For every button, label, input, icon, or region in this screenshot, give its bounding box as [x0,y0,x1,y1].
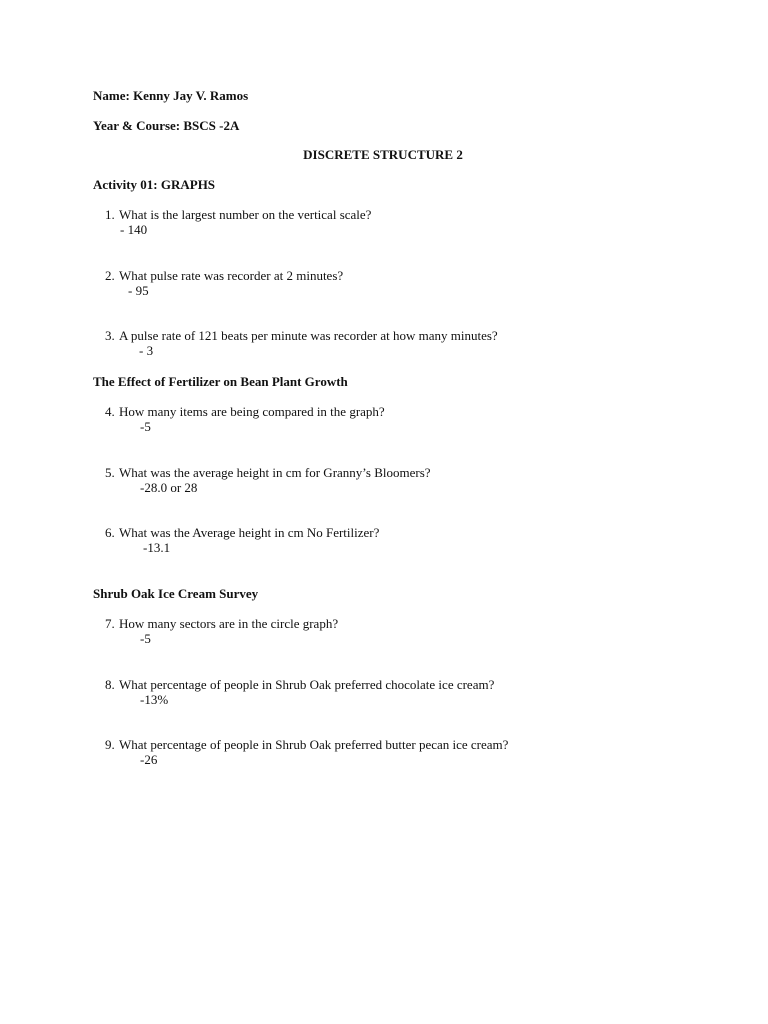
question-9-text: What percentage of people in Shrub Oak preferred butter pecan ice cream? [119,737,509,752]
answer-8: -13% [140,692,169,707]
question-1-text: What is the largest number on the vertical scale? [119,207,372,222]
question-3-number: 3. [105,328,115,343]
question-9-number: 9. [105,737,115,752]
question-4-number: 4. [105,404,115,419]
activity-title: Activity 01: GRAPHS [93,177,216,192]
question-1-number: 1. [105,207,115,222]
year-course: Year & Course: BSCS -2A [93,118,240,133]
question-2-text: What pulse rate was recorder at 2 minutes? [119,268,344,283]
question-5-text: What was the average height in cm for Granny’s Bloomers? [119,465,431,480]
question-3-text: A pulse rate of 121 beats per minute was recorder at how many minutes? [119,328,498,343]
answer-5: -28.0 or 28 [140,480,198,495]
student-name: Name: Kenny Jay V. Ramos [93,88,249,103]
answer-6: -13.1 [143,540,171,555]
answer-3: - 3 [139,343,154,358]
section-heading-ice-cream: Shrub Oak Ice Cream Survey [93,586,259,601]
question-6-number: 6. [105,525,115,540]
question-8-number: 8. [105,677,115,692]
answer-4: -5 [140,419,151,434]
page-title: DISCRETE STRUCTURE 2 [303,147,463,162]
section-heading-fertilizer: The Effect of Fertilizer on Bean Plant Growth [93,374,348,389]
answer-1: - 140 [120,222,148,237]
question-2-number: 2. [105,268,115,283]
answer-2: - 95 [128,283,149,298]
question-4-text: How many items are being compared in the graph? [119,404,385,419]
question-7-number: 7. [105,616,115,631]
answer-9: -26 [140,752,158,767]
answer-7: -5 [140,631,151,646]
question-6-text: What was the Average height in cm No Fertilizer? [119,525,380,540]
question-5-number: 5. [105,465,115,480]
question-8-text: What percentage of people in Shrub Oak preferred chocolate ice cream? [119,677,495,692]
question-7-text: How many sectors are in the circle graph? [119,616,339,631]
